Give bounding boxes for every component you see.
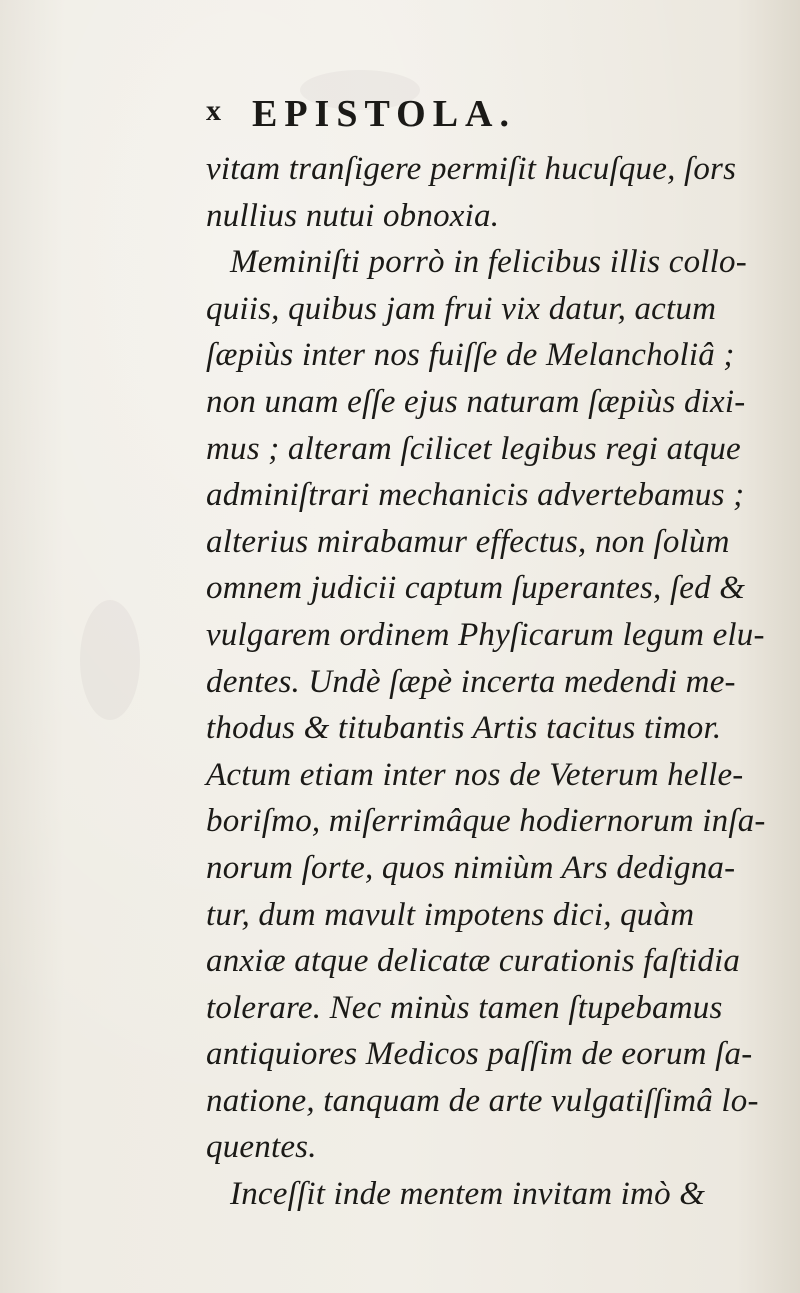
text-line: non unam eſſe ejus naturam ſæpiùs dixi- (206, 383, 746, 420)
page-number: x (206, 94, 222, 127)
text-line: adminiſtrari mechanicis advertebamus ; (206, 477, 745, 514)
text-line: alterius mirabamur effectus, non ſolùm (206, 523, 730, 560)
text-line: vulgarem ordinem Phyſicarum legum elu- (206, 616, 765, 653)
paper-stain (80, 600, 140, 720)
text-line: anxiæ atque delicatæ curationis faſtidia (206, 943, 741, 980)
text-line: natione, tanquam de arte vulgatiſſimâ lo- (206, 1082, 759, 1119)
text-line: Meminiſti porrò in felicibus illis collo- (230, 244, 747, 281)
text-line: vitam tranſigere permiſit hucuſque, ſors (206, 151, 737, 187)
text-line: antiquiores Medicos paſſim de eorum ſa- (206, 1036, 753, 1073)
text-line: Inceſſit inde mentem invitam imò & (230, 1176, 706, 1213)
text-line: quentes. (206, 1129, 317, 1166)
text-line: ſæpiùs inter nos fuiſſe de Melancholiâ ; (206, 337, 735, 374)
text-line: Actum etiam inter nos de Veterum helle- (206, 756, 744, 793)
text-line: dentes. Undè ſæpè incerta medendi me- (206, 663, 736, 700)
text-line: mus ; alteram ſcilicet legibus regi atque (206, 430, 741, 467)
text-line: norum ſorte, quos nimiùm Ars dedigna- (206, 849, 736, 886)
text-line: quiis, quibus jam frui vix datur, actum (206, 290, 717, 327)
body-text (206, 146, 766, 1218)
text-line: thodus & titubantis Artis tacitus timor. (206, 710, 722, 747)
running-title: EPISTOLA. (252, 93, 516, 135)
page-header (0, 92, 800, 142)
text-line: tolerare. Nec minùs tamen ſtupebamus (206, 989, 723, 1026)
text-line: boriſmo, miſerrimâque hodiernorum inſa- (206, 803, 766, 840)
text-line: omnem judicii captum ſuperantes, ſed & (206, 570, 746, 607)
text-line: tur, dum mavult impotens dici, quàm (206, 896, 695, 933)
text-line: nullius nutui obnoxia. (206, 197, 500, 234)
